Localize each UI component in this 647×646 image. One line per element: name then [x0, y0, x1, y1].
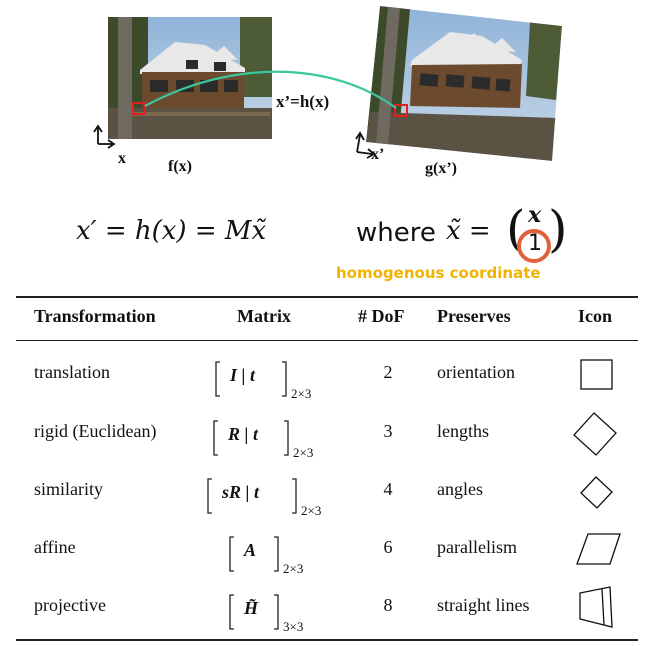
- vector-bottom-entry: 1: [528, 231, 542, 256]
- row-preserves: straight lines: [437, 595, 530, 615]
- table-row: [16, 583, 638, 641]
- equation-tilde-def: x̃ =: [446, 216, 491, 246]
- table-row: [16, 350, 638, 408]
- table-bottom-rule: [16, 639, 638, 641]
- matrix-body: A: [244, 540, 257, 560]
- right-house-photo: [366, 6, 562, 161]
- row-preserves: orientation: [437, 362, 515, 382]
- header-icon: Icon: [578, 306, 613, 326]
- vector-top-entry: x: [528, 202, 542, 228]
- table-top-rule: [16, 296, 638, 298]
- header-transformation: Transformation: [34, 306, 156, 326]
- matrix-body: sR | t: [222, 482, 259, 502]
- row-preserves: angles: [437, 479, 483, 499]
- rotated-square-icon: [570, 411, 620, 461]
- small-rotated-square-icon: [576, 475, 616, 515]
- trapezoid-icon: [576, 585, 620, 631]
- table-row: [16, 409, 638, 467]
- row-dof: 2: [383, 362, 393, 382]
- row-dof: 4: [383, 479, 393, 499]
- header-matrix: Matrix: [237, 306, 291, 326]
- equation-where: where: [356, 218, 436, 248]
- row-dof: 6: [383, 537, 393, 557]
- homogeneous-coordinate-label: homogenous coordinate: [336, 264, 541, 282]
- table-row: [16, 467, 638, 525]
- table-header-rule: [16, 340, 638, 341]
- matrix-brackets: [226, 525, 326, 583]
- row-preserves: lengths: [437, 421, 489, 441]
- matrix-size: 2×3: [283, 561, 304, 576]
- table-row: [16, 525, 638, 583]
- row-transformation: projective: [34, 595, 106, 615]
- left-house-photo: [108, 17, 272, 139]
- row-transformation: translation: [34, 362, 110, 382]
- matrix-body: I | t: [230, 365, 255, 385]
- header-preserves: Preserves: [437, 306, 511, 326]
- vector-right-paren: ): [548, 200, 568, 258]
- transformations-table: [16, 296, 638, 642]
- square-icon: [578, 356, 618, 396]
- header-dof: # DoF: [358, 306, 405, 326]
- row-dof: 3: [383, 421, 393, 441]
- transformation-illustration: [0, 0, 647, 200]
- left-function-label: f(x): [168, 158, 192, 175]
- right-axis-label: x’: [371, 146, 385, 163]
- row-transformation: similarity: [34, 479, 103, 499]
- row-dof: 8: [383, 595, 393, 615]
- vector-left-paren: (: [506, 200, 526, 258]
- matrix-brackets: [226, 583, 326, 641]
- matrix-body: H̃: [244, 598, 259, 618]
- matrix-size: 2×3: [291, 386, 312, 401]
- row-transformation: rigid (Euclidean): [34, 421, 157, 441]
- homogeneous-equation: [0, 200, 647, 290]
- row-preserves: parallelism: [437, 537, 517, 557]
- matrix-size: 2×3: [301, 503, 322, 518]
- matrix-size: 3×3: [283, 619, 304, 634]
- matrix-size: 2×3: [293, 445, 314, 460]
- right-function-label: g(x’): [425, 160, 457, 177]
- left-axis-label: x: [118, 150, 126, 167]
- mapping-label: x’=h(x): [276, 92, 330, 111]
- parallelogram-icon: [574, 531, 624, 571]
- row-transformation: affine: [34, 537, 76, 557]
- equation-lhs: x′ = h(x) = Mx̃: [76, 216, 267, 246]
- matrix-body: R | t: [228, 424, 258, 444]
